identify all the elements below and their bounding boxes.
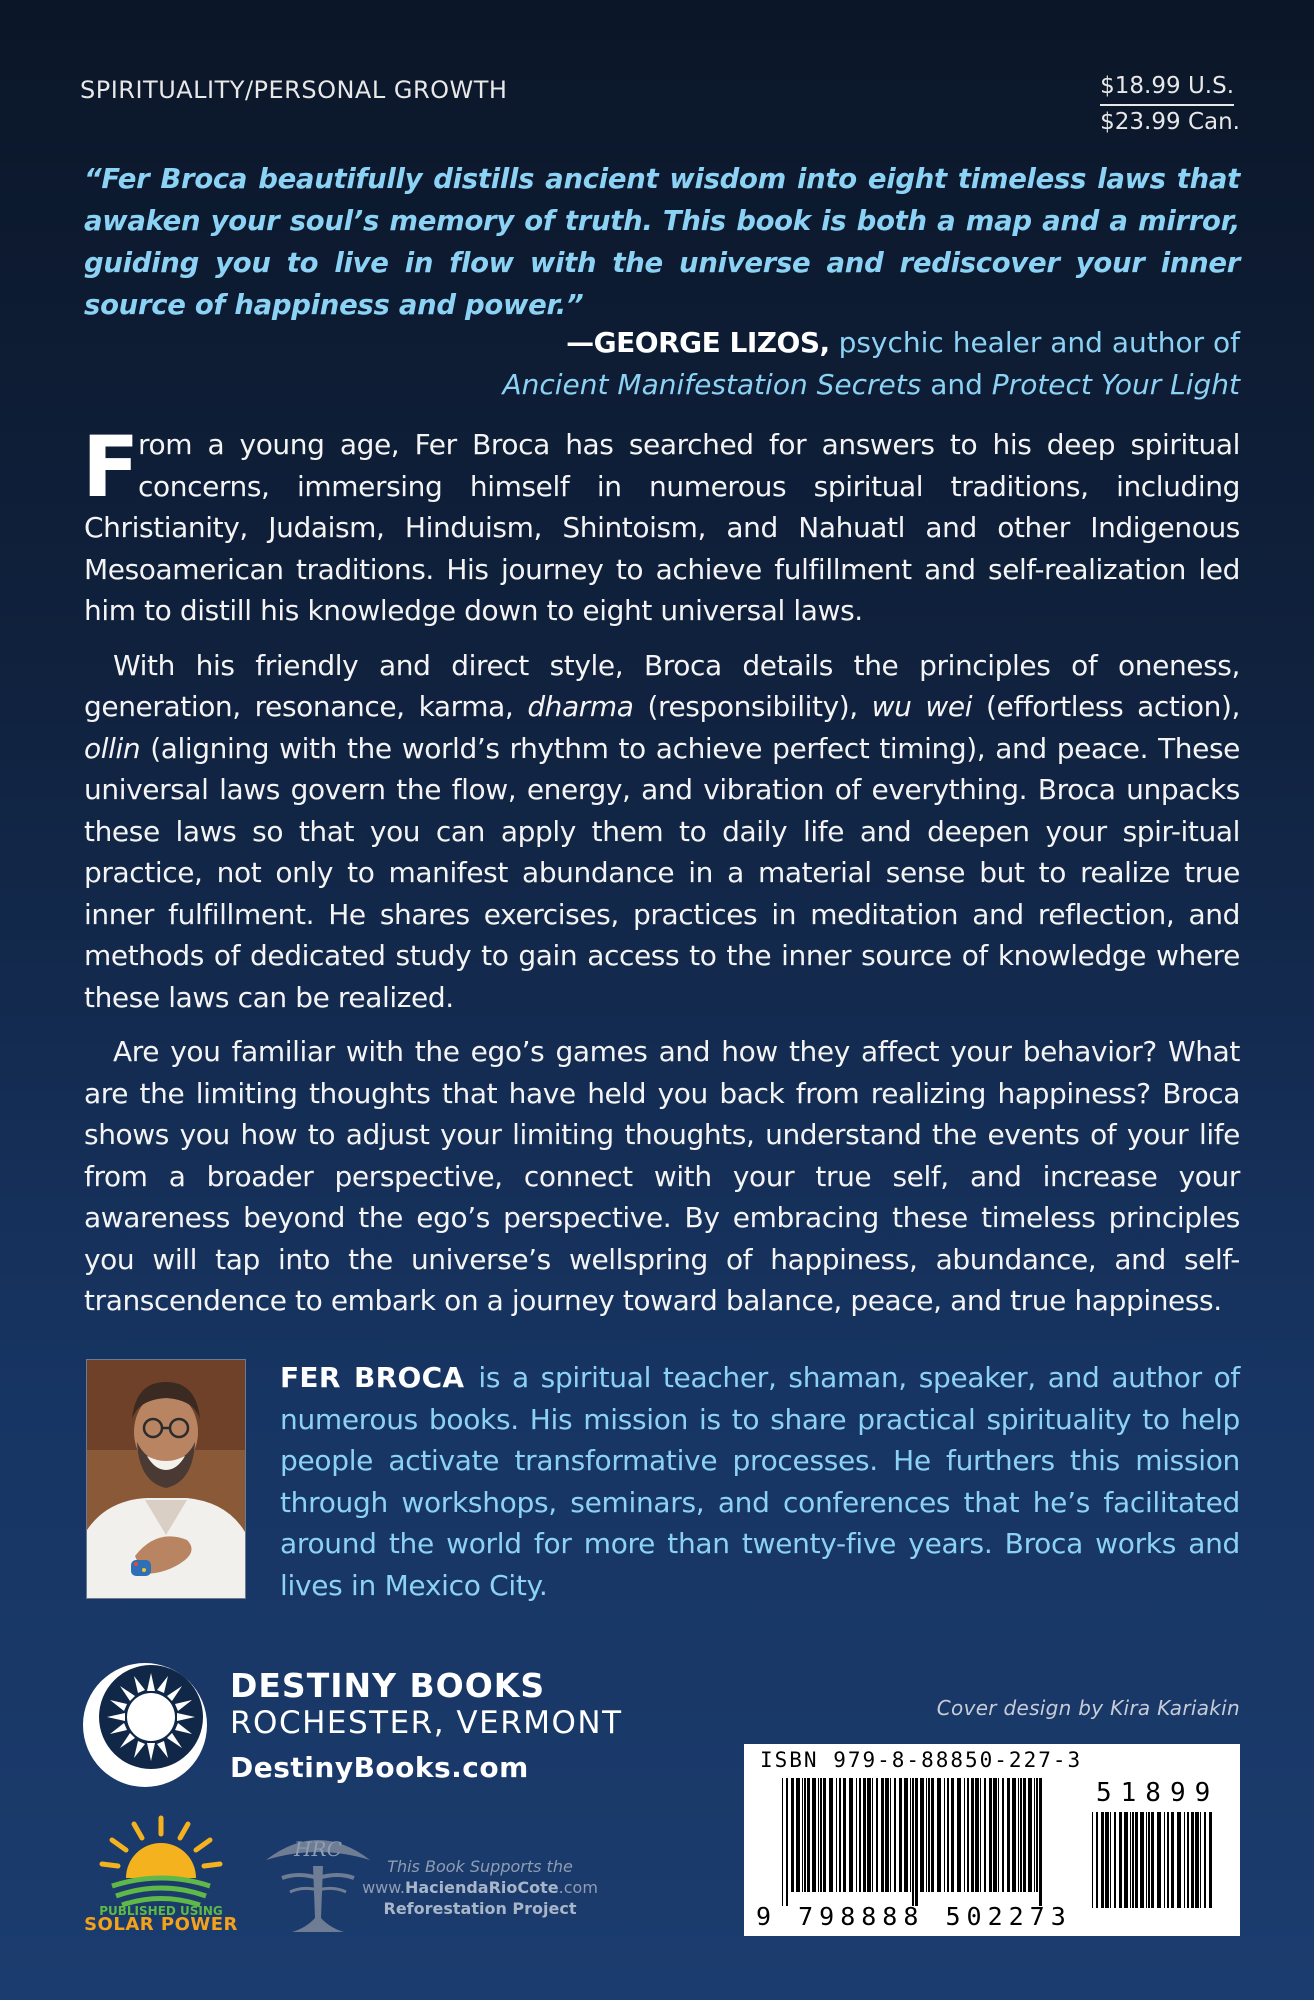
barcode-bar: [1002, 1778, 1004, 1892]
barcode-bar: [984, 1778, 986, 1892]
barcode-bar: [1007, 1778, 1010, 1892]
barcode-bar: [867, 1778, 871, 1892]
publisher-url: DestinyBooks.com: [230, 1751, 529, 1784]
barcode-bar: [1209, 1812, 1212, 1908]
barcode-bar: [1036, 1778, 1038, 1892]
barcode-bar: [1028, 1778, 1032, 1892]
author-photo: [86, 1359, 246, 1599]
barcode-bar: [957, 1778, 961, 1892]
drop-cap: F: [82, 418, 139, 516]
solar-power-badge: [82, 1812, 240, 1940]
barcode-bar: [823, 1778, 826, 1892]
barcode-bar: [951, 1778, 954, 1892]
barcode-bar: [926, 1778, 927, 1892]
barcode-bar: [1119, 1812, 1122, 1908]
barcode-bar: [1151, 1812, 1154, 1908]
barcode-bar: [836, 1778, 837, 1892]
cover-design-credit: Cover design by Kira Kariakin: [936, 1696, 1240, 1720]
barcode-bar: [1200, 1812, 1201, 1908]
author-name: FER BROCA: [280, 1361, 465, 1394]
solar-line-1: PUBLISHED USING: [99, 1904, 223, 1918]
barcode-bar: [1092, 1812, 1093, 1908]
solar-text: [82, 1904, 240, 1935]
barcode-bar: [812, 1778, 816, 1892]
barcode-bar: [1101, 1812, 1104, 1908]
barcode-bar: [1023, 1778, 1026, 1892]
barcode-bar: [1110, 1812, 1111, 1908]
barcode-bar: [839, 1778, 841, 1892]
author-bio: [280, 1357, 1240, 1606]
barcode-bar: [791, 1778, 794, 1892]
hrc-logo-text: HRC: [294, 1837, 342, 1861]
barcode-bar: [820, 1778, 822, 1892]
price-canada: $23.99 Can.: [1100, 109, 1240, 135]
barcode-bar: [804, 1778, 806, 1892]
barcode-bar: [1191, 1812, 1194, 1908]
price-us: $18.99 U.S.: [1100, 70, 1234, 106]
url-suffix: .com: [558, 1878, 598, 1897]
description-paragraph-3: Are you familiar with the ego’s games and how they affect your behavior? What are the limiting thoughts that have held you back from realizing happiness? Broca shows you how to adjust your limiting thoughts, understand the events of your life from a broader perspective, connect with your true self, and increase your awareness beyond the ego’s perspective. By embracing these timeless principles you will tap into the universe’s wellspring of happiness, abundance, and self-transcendence to embark on a journey toward balance, peace, and true happiness.: [84, 1035, 1240, 1317]
barcode-bar: [920, 1778, 924, 1892]
barcode-bar: [1018, 1778, 1019, 1892]
barcode-bar: [899, 1778, 902, 1892]
ean-barcode: [782, 1778, 1046, 1906]
barcode-bar: [885, 1778, 889, 1892]
barcode-bar: [829, 1778, 833, 1892]
barcode-bar: [1167, 1812, 1169, 1908]
barcode-bar: [904, 1778, 908, 1892]
barcode-bar: [915, 1778, 918, 1906]
barcode-bar: [872, 1778, 873, 1892]
endorser-and: and: [930, 368, 983, 401]
reforestation-line-1: This Book Supports the: [387, 1857, 573, 1876]
barcode-bar: [1177, 1812, 1181, 1908]
barcode-bar: [993, 1778, 997, 1892]
barcode-panel: [744, 1744, 1240, 1936]
url-name: HaciendaRioCote: [404, 1878, 559, 1897]
endorser-name: —GEORGE LIZOS,: [566, 326, 830, 359]
barcode-bar: [1105, 1812, 1109, 1908]
endorser-book-1: Ancient Manifestation Secrets: [502, 368, 922, 401]
description-paragraph-1: [82, 418, 1240, 632]
barcode-bar: [998, 1778, 999, 1892]
barcode-bar: [802, 1778, 803, 1892]
barcode-bar: [1132, 1812, 1134, 1908]
url-prefix: www.: [362, 1878, 405, 1897]
term-wu-wei: wu wei: [871, 690, 973, 723]
description-p2-a: With his friendly and direct style, Broca details the principles of oneness, generation, resonance, karma,: [84, 648, 1240, 723]
barcode-bar: [931, 1778, 934, 1892]
barcode-bar: [1096, 1812, 1098, 1908]
barcode-bar: [1034, 1778, 1035, 1892]
barcode-bar: [1146, 1812, 1147, 1908]
endorsement-quote: “Fer Broca beautifully distills ancient wisdom into eight timeless laws that awaken your soul’s memory of truth. This book is both a map and a mirror, guiding you to live in flow with the universe and rediscover your inner source of happiness and power.”: [84, 163, 1240, 321]
barcode-bar: [980, 1778, 981, 1892]
publisher-name: DESTINY BOOKS: [230, 1666, 546, 1705]
reforestation-url: [340, 1877, 620, 1898]
term-dharma: dharma: [527, 690, 634, 723]
barcode-bar: [1012, 1778, 1016, 1892]
barcode-bar: [1124, 1812, 1128, 1908]
barcode-bar: [894, 1778, 896, 1892]
isbn-label: ISBN 979-8-88850-227-3: [760, 1748, 1083, 1772]
reforestation-text: [340, 1856, 620, 1919]
description-p2-c: (effortless action),: [972, 690, 1240, 723]
barcode-bar: [964, 1778, 965, 1892]
barcode-bar: [796, 1778, 800, 1892]
description-p1-text: rom a young age, Fer Broca has searched for answers to his deep spiritual concerns, immersing himself in numerous spiritual traditions, including Christianity, Judaism, Hinduism, Shintoism, and Nahuatl and other Indigenous Mesoamerican traditions. His journey to achieve fulfillment and self-realization led him to distill his knowledge down to eight universal laws.: [84, 428, 1240, 627]
barcode-bar: [1195, 1812, 1199, 1908]
barcode-bar: [944, 1778, 945, 1892]
barcode-bar: [1171, 1812, 1174, 1908]
price-block: [1100, 70, 1240, 139]
barcode-bar: [1157, 1812, 1161, 1908]
barcode-bar: [843, 1778, 846, 1892]
barcode-bar: [928, 1778, 930, 1892]
description-p2-d: (aligning with the world’s rhythm to achieve perfect timing), and peace. These universal laws govern the flow, energy, and vibration of everything. Broca unpacks these laws so that you can apply them to daily life and deepen your spir-itual practice, not only to manifest abundance in a material sense but to realize true inner fulfillment. He shares exercises, practices in meditation and reflection, and methods of dedicated study to gain access to the inner source of knowledge where these laws can be realized.: [84, 731, 1240, 1014]
barcode-bar: [1130, 1812, 1131, 1908]
barcode-bar: [1148, 1812, 1150, 1908]
barcode-bar: [786, 1778, 788, 1906]
barcode-bar: [849, 1778, 853, 1892]
barcode-bar: [967, 1778, 969, 1892]
solar-line-2: SOLAR POWER: [84, 1914, 238, 1935]
description-paragraph-2: [84, 645, 1240, 1019]
book-description: [82, 418, 1240, 1335]
endorsement-attribution: [240, 322, 1240, 406]
barcode-bar: [890, 1778, 891, 1892]
publisher-location: ROCHESTER, VERMONT: [230, 1705, 623, 1741]
barcode-bar: [859, 1778, 861, 1892]
barcode-bar: [912, 1778, 914, 1906]
term-ollin: ollin: [84, 731, 141, 765]
category-label: SPIRITUALITY/PERSONAL GROWTH: [80, 76, 508, 104]
barcode-bar: [818, 1778, 819, 1892]
barcode-bar: [975, 1778, 979, 1892]
reforestation-line-3: Reforestation Project: [383, 1899, 577, 1918]
addon-barcode: [1092, 1812, 1216, 1922]
barcode-bar: [1039, 1778, 1042, 1906]
endorser-role: psychic healer and author of: [838, 326, 1240, 359]
barcode-bar: [782, 1778, 783, 1906]
barcode-bar: [937, 1778, 941, 1892]
destiny-books-logo: [82, 1662, 208, 1788]
addon-digits: 51899: [1096, 1778, 1220, 1808]
barcode-bar: [1020, 1778, 1022, 1892]
barcode-bar: [910, 1778, 911, 1892]
solar-sun-icon: [82, 1812, 240, 1908]
barcode-digits: 9 798888 502273: [756, 1902, 1072, 1931]
barcode-bar: [876, 1778, 878, 1892]
description-p2-b: (responsibility),: [633, 690, 872, 723]
barcode-bar: [947, 1778, 949, 1892]
barcode-bar: [1187, 1812, 1189, 1908]
barcode-bar: [971, 1778, 974, 1892]
endorser-book-2: Protect Your Light: [991, 368, 1240, 401]
barcode-bar: [863, 1778, 866, 1892]
barcode-bar: [989, 1778, 992, 1892]
barcode-bar: [1164, 1812, 1165, 1908]
author-bio-text: is a spiritual teacher, shaman, speaker, and author of numerous books. His mission is to share practical spirituality to help people activate transformative processes. He furthers this mission through workshops, seminars, and conferences that he’s facilitated around the world for more than twenty-five years. Broca works and lives in Mexico City.: [280, 1361, 1240, 1602]
barcode-bar: [1135, 1812, 1138, 1908]
barcode-bar: [856, 1778, 857, 1892]
barcode-bar: [1184, 1812, 1185, 1908]
barcode-bar: [1204, 1812, 1206, 1908]
barcode-bar: [1140, 1812, 1144, 1908]
barcode-bar: [1114, 1812, 1116, 1908]
barcode-bar: [807, 1778, 810, 1892]
barcode-bar: [881, 1778, 884, 1892]
